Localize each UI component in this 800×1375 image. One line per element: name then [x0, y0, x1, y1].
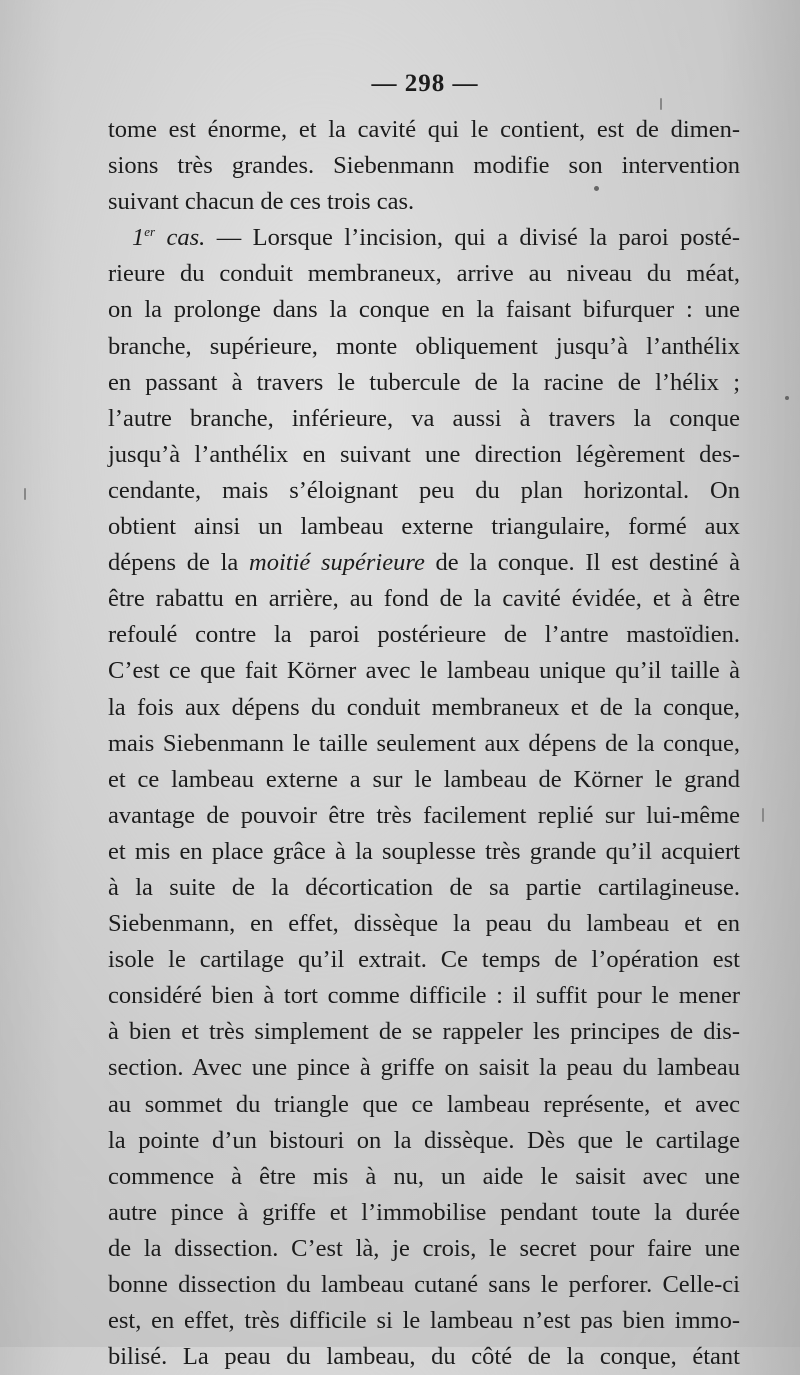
- text-line: bilisé. La peau du lambeau, du côté de la conque, étant: [108, 1343, 740, 1371]
- emphasis-text: moitié supérieure: [249, 549, 425, 577]
- text-line: section. Avec une pince à griffe on saisit la peau du lambeau: [108, 1054, 740, 1082]
- text-line: avantage de pouvoir être très facilement replié sur lui-même: [108, 801, 740, 829]
- text-line: suivant chacun de ces trois cas.: [108, 188, 415, 216]
- paper-speck: [762, 808, 764, 822]
- text-line: commence à être mis à nu, un aide le saisit avec une: [108, 1162, 740, 1190]
- body-text: [108, 112, 740, 1375]
- text-line: branche, supérieure, monte obliquement jusqu’à l’anthélix: [108, 332, 740, 360]
- text-line: Siebenmann, en effet, dissèque la peau du lambeau et en: [108, 910, 740, 938]
- text-line: mais Siebenmann le taille seulement aux dépens de la conque,: [108, 729, 740, 757]
- text-line: tome est énorme, et la cavité qui le contient, est de dimen-: [108, 116, 740, 143]
- text-line: la fois aux dépens du conduit membraneux et de la conque,: [108, 693, 740, 721]
- text-line: bonne dissection du lambeau cutané sans le perforer. Celle-ci: [108, 1271, 740, 1298]
- text-line: est, en effet, très difficile si le lambeau n’est pas bien immo-: [108, 1307, 740, 1335]
- text-line: autre pince à griffe et l’immobilise pendant toute la durée: [108, 1198, 740, 1226]
- paper-speck: [594, 186, 599, 191]
- case-number: 1er cas.: [132, 224, 206, 252]
- paper-speck: [660, 98, 662, 110]
- text-line: rieure du conduit membraneux, arrive au niveau du méat,: [108, 260, 740, 288]
- text-line: cendante, mais s’éloignant peu du plan horizontal. On: [108, 476, 740, 504]
- text-line: être rabattu en arrière, au fond de la cavité évidée, et à être: [108, 585, 740, 613]
- paper-speck: [24, 488, 26, 500]
- text-line: l’autre branche, inférieure, va aussi à travers la conque: [108, 404, 740, 432]
- text-line: jusqu’à l’anthélix en suivant une direction légèrement des-: [108, 440, 740, 468]
- text-line: au sommet du triangle que ce lambeau représente, et avec: [108, 1090, 740, 1118]
- text-line: considéré bien à tort comme difficile : il suffit pour le mener: [108, 982, 740, 1010]
- text-line: on la prolonge dans la conque en la faisant bifurquer : une: [108, 296, 740, 324]
- text-line: obtient ainsi un lambeau externe triangulaire, formé aux: [108, 513, 740, 541]
- paper-speck: [785, 396, 789, 400]
- text-line: refoulé contre la paroi postérieure de l’antre mastoïdien.: [108, 621, 740, 649]
- text-line: en passant à travers le tubercule de la racine de l’hélix ;: [108, 368, 740, 396]
- text-line: et ce lambeau externe a sur le lambeau de Körner le grand: [108, 765, 740, 793]
- case-heading-line: [108, 220, 740, 256]
- text-line: de la dissection. C’est là, je crois, le secret pour faire une: [108, 1234, 740, 1262]
- text-line: la pointe d’un bistouri on la dissèque. Dès que le cartilage: [108, 1126, 740, 1154]
- text-line: isole le cartilage qu’il extrait. Ce temps de l’opération est: [108, 946, 740, 974]
- text-line: sions très grandes. Siebenmann modifie son intervention: [108, 152, 740, 180]
- text-line: et mis en place grâce à la souplesse très grande qu’il acquiert: [108, 837, 740, 865]
- text-line: à bien et très simplement de se rappeler les principes de dis-: [108, 1018, 740, 1046]
- text-line: à la suite de la décortication de sa partie cartilagineuse.: [108, 873, 740, 901]
- page-number: — 298 —: [371, 70, 479, 97]
- italic-emphasis-line: dépens de la moitié supérieure de la conque. Il est destiné à: [108, 549, 740, 577]
- text-line: C’est ce que fait Körner avec le lambeau unique qu’il taille à: [108, 657, 740, 685]
- case-text: — Lorsque l’incision, qui a divisé la paroi posté-: [205, 224, 740, 252]
